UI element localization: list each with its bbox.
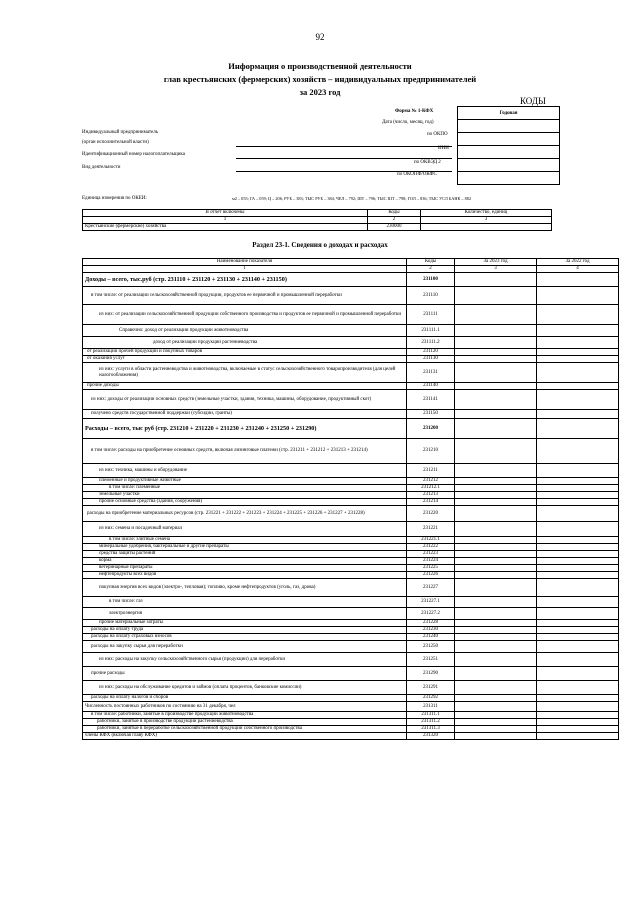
- value-2022-cell: [537, 719, 619, 726]
- value-2022-cell: [537, 419, 619, 439]
- row-name: прочие доходы: [83, 383, 407, 390]
- table-row: [83, 522, 619, 537]
- row-code: 231240: [407, 634, 455, 641]
- value-2022-cell: [537, 287, 619, 305]
- row-name: Доходы – всего, тыс.руб (стр. 231110 + 231120 + 231130 + 231140 + 231150): [83, 273, 407, 287]
- table-row: [83, 579, 619, 597]
- table-row: [83, 485, 619, 492]
- table-row: [83, 287, 619, 305]
- value-2023-cell: [455, 733, 537, 740]
- row-name: покупная энергия всех видов (электро-, тепловая); топливо, кроме нефтепродуктов (уголь, газ, дрова): [83, 579, 407, 597]
- row-name: племенные и продуктивные животные: [83, 478, 407, 485]
- col-num-2: 2: [407, 266, 455, 273]
- value-2022-cell: [537, 695, 619, 702]
- row-name: в том числе: расходы на приобретение основных средств, включая лизинговые платежи (стр. 231211 + 231212 + 231213 + 231214): [83, 439, 407, 464]
- table-row: [83, 572, 619, 579]
- value-2023-cell: [455, 499, 537, 506]
- report-header-name: В отчет включены: [83, 210, 368, 217]
- table-row: [83, 551, 619, 558]
- table-row: [83, 695, 619, 702]
- row-code: 231230: [407, 627, 455, 634]
- value-2022-cell: [537, 390, 619, 410]
- row-code: 231212: [407, 478, 455, 485]
- row-name: прочие основные средства (здания, сооружения): [83, 499, 407, 506]
- row-code: 231227.1: [407, 597, 455, 608]
- value-2023-cell: [455, 579, 537, 597]
- row-code: 231227.2: [407, 608, 455, 620]
- value-2023-cell: [455, 597, 537, 608]
- table-row: [83, 390, 619, 410]
- row-code: 231292: [407, 695, 455, 702]
- value-2023-cell: [455, 337, 537, 349]
- value-2023-cell: [455, 681, 537, 695]
- row-name: из них: от реализации сельскохозяйственной продукции собственного производства и продуктов ее первичной и промышленной переработки: [83, 305, 407, 325]
- value-2023-cell: [455, 726, 537, 733]
- row-code: 231111: [407, 305, 455, 325]
- activity-line: [236, 171, 452, 172]
- table-row: [83, 712, 619, 719]
- value-2023-cell: [455, 641, 537, 653]
- table-row: [83, 597, 619, 608]
- table-row: [83, 627, 619, 634]
- income-expense-table: [82, 258, 619, 740]
- row-name: из них: семена и посадочный материал: [83, 522, 407, 537]
- row-code: 231140: [407, 383, 455, 390]
- report-row-name: Крестьянские (фермерские) хозяйства: [83, 224, 368, 231]
- row-code: 231320: [407, 733, 455, 740]
- row-code: 231311.2: [407, 719, 455, 726]
- table-row: [83, 363, 619, 383]
- value-2022-cell: [537, 464, 619, 478]
- date-cell: [458, 120, 560, 133]
- table-row: [83, 356, 619, 363]
- row-name: от оказания услуг: [83, 356, 407, 363]
- value-2022-cell: [537, 522, 619, 537]
- value-2023-cell: [455, 653, 537, 667]
- codes-table: [457, 106, 560, 185]
- value-2023-cell: [455, 551, 537, 558]
- row-name: корма: [83, 558, 407, 565]
- row-code: 231131: [407, 363, 455, 383]
- report-num-1: 1: [83, 217, 368, 224]
- table-row: [83, 478, 619, 485]
- row-code: 231212.1: [407, 485, 455, 492]
- value-2022-cell: [537, 558, 619, 565]
- value-2023-cell: [455, 287, 537, 305]
- value-2022-cell: [537, 565, 619, 572]
- doc-title-line2: глав крестьянских (фермерских) хозяйств – индивидуальных предпринимателей: [163, 74, 477, 84]
- value-2022-cell: [537, 537, 619, 544]
- table-row: [83, 667, 619, 681]
- row-code: 231251: [407, 653, 455, 667]
- table-row: [83, 499, 619, 506]
- value-2023-cell: [455, 702, 537, 712]
- row-name: от реализации прочей продукции и покупных товаров: [83, 349, 407, 356]
- header-code: Коды: [407, 259, 455, 266]
- table-row: [83, 410, 619, 419]
- row-code: 231228: [407, 620, 455, 627]
- row-name: в том числе: работники, занятые в производстве продукции животноводства: [83, 712, 407, 719]
- row-name: получено средств государственной поддержки (субсидии, гранты): [83, 410, 407, 419]
- header-2023: За 2023 год: [455, 259, 537, 266]
- table-row: [83, 653, 619, 667]
- row-name: члены КФХ (включая главу КФХ): [83, 733, 407, 740]
- value-2022-cell: [537, 681, 619, 695]
- form-label: Форма № 1-КФХ: [395, 109, 434, 114]
- table-row: [83, 305, 619, 325]
- row-code: 231100: [407, 273, 455, 287]
- doc-title-line1: Информация о производственной деятельности: [228, 61, 412, 71]
- value-2022-cell: [537, 572, 619, 579]
- value-2023-cell: [455, 349, 537, 356]
- header-name: Наименование показателя: [83, 259, 407, 266]
- row-code: 231150: [407, 410, 455, 419]
- value-2023-cell: [455, 719, 537, 726]
- value-2023-cell: [455, 667, 537, 681]
- value-2022-cell: [537, 620, 619, 627]
- value-2022-cell: [537, 653, 619, 667]
- row-name: из них: расходы на закупку сельскохозяйственного сырья (продукции) для переработки: [83, 653, 407, 667]
- okpo-cell: [458, 133, 560, 146]
- row-name: работники, занятые в переработке сельскохозяйственной продукции собственного производства: [83, 726, 407, 733]
- row-name: в том числе: от реализации сельскохозяйственной продукции, продуктов ее первичной и промышленной переработки: [83, 287, 407, 305]
- row-code: 231223: [407, 551, 455, 558]
- value-2022-cell: [537, 702, 619, 712]
- value-2023-cell: [455, 410, 537, 419]
- date-label: Дата (число, месяц, год): [382, 120, 434, 125]
- value-2023-cell: [455, 506, 537, 522]
- row-code: 231311.3: [407, 726, 455, 733]
- value-2023-cell: [455, 712, 537, 719]
- table-row: [83, 565, 619, 572]
- value-2023-cell: [455, 572, 537, 579]
- table-row: [83, 726, 619, 733]
- value-2022-cell: [537, 726, 619, 733]
- row-code: 231221.1: [407, 537, 455, 544]
- entrepreneur-label: Индивидуальный предприниматель: [82, 130, 158, 135]
- value-2023-cell: [455, 558, 537, 565]
- value-2022-cell: [537, 544, 619, 551]
- row-code: 231110: [407, 287, 455, 305]
- row-code: 231111.1: [407, 325, 455, 337]
- value-2022-cell: [537, 363, 619, 383]
- row-code: 231213: [407, 492, 455, 499]
- activity-label: Вид деятельности: [82, 165, 121, 170]
- row-code: 231120: [407, 349, 455, 356]
- form-code: Годовая: [458, 107, 560, 120]
- units-value: м2 – 055; ГА – 059; Ц – 206; РУБ – 383; ТЫС РУБ – 384; ЧЕЛ – 792; ШТ – 796; ТЫС ШТ – 798; ГОЛ – 836; ТЫС УСЛ БАНК – 882: [232, 196, 472, 201]
- taxid-label: Идентификационный номер налогоплательщика: [82, 152, 186, 157]
- value-2023-cell: [455, 620, 537, 627]
- value-2023-cell: [455, 356, 537, 363]
- value-2022-cell: [537, 579, 619, 597]
- col-num-1: 1: [83, 266, 407, 273]
- okved-cell: [458, 159, 560, 172]
- table-row: [83, 641, 619, 653]
- row-code: 231211: [407, 464, 455, 478]
- value-2022-cell: [537, 551, 619, 558]
- table-row: [83, 608, 619, 620]
- value-2023-cell: [455, 634, 537, 641]
- taxid-line: [236, 158, 452, 159]
- table-row: [83, 620, 619, 627]
- report-table: [82, 209, 552, 231]
- col-num-4: 4: [537, 266, 619, 273]
- value-2022-cell: [537, 499, 619, 506]
- value-2023-cell: [455, 390, 537, 410]
- value-2022-cell: [537, 478, 619, 485]
- row-name: расходы на оплату страховых взносов: [83, 634, 407, 641]
- section-title: Раздел 23-1. Сведения о доходах и расходах: [252, 241, 388, 249]
- table-row: [83, 733, 619, 740]
- row-code: 231221: [407, 522, 455, 537]
- row-code: 231227: [407, 579, 455, 597]
- value-2023-cell: [455, 419, 537, 439]
- okopf-label: по ОКОПФ/ОКФС: [397, 172, 437, 177]
- table-row: [83, 702, 619, 712]
- value-2023-cell: [455, 305, 537, 325]
- value-2023-cell: [455, 522, 537, 537]
- units-label: Единица измерения по ОКЕИ:: [82, 196, 147, 201]
- row-code: 231130: [407, 356, 455, 363]
- value-2023-cell: [455, 325, 537, 337]
- row-name: Справочно: доход от реализации продукции животноводства: [83, 325, 407, 337]
- row-code: 231290: [407, 667, 455, 681]
- table-row: [83, 337, 619, 349]
- value-2023-cell: [455, 565, 537, 572]
- row-name: расходы на оплату труда: [83, 627, 407, 634]
- value-2023-cell: [455, 608, 537, 620]
- okpo-label: по ОКПО: [427, 132, 448, 137]
- row-code: 231214: [407, 499, 455, 506]
- table-row: [83, 273, 619, 287]
- inn-label: ИНН: [438, 146, 449, 151]
- value-2022-cell: [537, 349, 619, 356]
- row-name: прочие материальные затраты: [83, 620, 407, 627]
- table-row: [83, 537, 619, 544]
- value-2022-cell: [537, 337, 619, 349]
- table-row: [83, 419, 619, 439]
- row-name: расходы на приобретение материальных ресурсов (стр. 231221 + 231222 + 231223 + 231224 + 231225 + 231226 + 231227 + 231228): [83, 506, 407, 522]
- report-num-3: 3: [421, 217, 552, 224]
- value-2022-cell: [537, 634, 619, 641]
- inn-cell: [458, 146, 560, 159]
- report-header-code: Коды: [368, 210, 421, 217]
- row-name: из них: услуги в области растениеводства и животноводства, включаемые в статус сельскохозяйственного товаропроизводителя (для целей налогообложения): [83, 363, 407, 383]
- table-row: [83, 681, 619, 695]
- value-2022-cell: [537, 305, 619, 325]
- table-row: [83, 634, 619, 641]
- row-code: 231225: [407, 565, 455, 572]
- value-2023-cell: [455, 485, 537, 492]
- value-2023-cell: [455, 383, 537, 390]
- value-2022-cell: [537, 325, 619, 337]
- value-2022-cell: [537, 506, 619, 522]
- value-2023-cell: [455, 695, 537, 702]
- value-2023-cell: [455, 478, 537, 485]
- row-code: 231311.1: [407, 712, 455, 719]
- row-code: 231224: [407, 558, 455, 565]
- col-num-3: 3: [455, 266, 537, 273]
- value-2023-cell: [455, 492, 537, 499]
- value-2022-cell: [537, 597, 619, 608]
- row-code: 231250: [407, 641, 455, 653]
- value-2022-cell: [537, 627, 619, 634]
- value-2022-cell: [537, 410, 619, 419]
- value-2022-cell: [537, 667, 619, 681]
- row-code: 231311: [407, 702, 455, 712]
- row-code: 231141: [407, 390, 455, 410]
- value-2022-cell: [537, 439, 619, 464]
- value-2023-cell: [455, 627, 537, 634]
- table-row: [83, 558, 619, 565]
- row-name: электроэнергия: [83, 608, 407, 620]
- value-2023-cell: [455, 464, 537, 478]
- table-row: [83, 719, 619, 726]
- header-2022: За 2022 год: [537, 259, 619, 266]
- table-row: [83, 325, 619, 337]
- report-row-code: 230000: [368, 224, 421, 231]
- row-name: расходы на оплату налогов и сборов: [83, 695, 407, 702]
- value-2022-cell: [537, 641, 619, 653]
- entrepreneur-line: [236, 146, 452, 147]
- okopf-cell: [458, 172, 560, 185]
- row-name: Численность постоянных работников по состоянию на 31 декабря, чел: [83, 702, 407, 712]
- value-2023-cell: [455, 273, 537, 287]
- entrepreneur-sub: (орган исполнительной власти): [82, 140, 149, 145]
- row-code: 231291: [407, 681, 455, 695]
- row-name: прочие расходы: [83, 667, 407, 681]
- report-row-qty: [421, 224, 552, 231]
- value-2023-cell: [455, 537, 537, 544]
- table-row: [83, 464, 619, 478]
- table-row: [83, 506, 619, 522]
- row-name: расходы на закупку сырья для переработки: [83, 641, 407, 653]
- row-name: земельные участки: [83, 492, 407, 499]
- report-num-2: 2: [368, 217, 421, 224]
- value-2023-cell: [455, 439, 537, 464]
- page-number: 92: [315, 32, 325, 42]
- value-2022-cell: [537, 733, 619, 740]
- row-name: из них: техника, машины и оборудование: [83, 464, 407, 478]
- row-name: минеральные удобрения, бактериальные и другие препараты: [83, 544, 407, 551]
- value-2022-cell: [537, 356, 619, 363]
- value-2023-cell: [455, 363, 537, 383]
- table-row: [83, 492, 619, 499]
- okved-label: по ОКВЭД 2: [414, 160, 441, 165]
- row-name: из них: доходы от реализации основных средств (земельные участки, здания, техника, машины, оборудование, продуктивный скот): [83, 390, 407, 410]
- value-2022-cell: [537, 485, 619, 492]
- row-name: средства защиты растений: [83, 551, 407, 558]
- row-name: в том числе: газ: [83, 597, 407, 608]
- row-code: 231220: [407, 506, 455, 522]
- value-2022-cell: [537, 492, 619, 499]
- value-2022-cell: [537, 712, 619, 719]
- row-code: 231111.2: [407, 337, 455, 349]
- value-2022-cell: [537, 608, 619, 620]
- row-code: 231222: [407, 544, 455, 551]
- row-name: нефтепродукты всех видов: [83, 572, 407, 579]
- codes-header: КОДЫ: [520, 96, 546, 106]
- row-name: из них: расходы на обслуживание кредитов и займов (оплата процентов, банковские комиссии): [83, 681, 407, 695]
- value-2023-cell: [455, 544, 537, 551]
- value-2022-cell: [537, 383, 619, 390]
- row-name: доход от реализации продукции растениеводства: [83, 337, 407, 349]
- row-code: 231200: [407, 419, 455, 439]
- table-row: [83, 349, 619, 356]
- row-name: в том числе: племенные: [83, 485, 407, 492]
- table-row: [83, 383, 619, 390]
- report-header-qty: Количество, единиц: [421, 210, 552, 217]
- row-name: ветеринарные препараты: [83, 565, 407, 572]
- table-row: [83, 544, 619, 551]
- doc-title-line3: за 2023 год: [299, 87, 341, 97]
- row-name: работники, занятые в производстве продукции растениеводства: [83, 719, 407, 726]
- row-code: 231210: [407, 439, 455, 464]
- value-2022-cell: [537, 273, 619, 287]
- table-row: [83, 439, 619, 464]
- row-name: Расходы – всего, тыс руб (стр. 231210 + 231220 + 231230 + 231240 + 231250 + 231290): [83, 419, 407, 439]
- row-name: в том числе: элитные семена: [83, 537, 407, 544]
- row-code: 231226: [407, 572, 455, 579]
